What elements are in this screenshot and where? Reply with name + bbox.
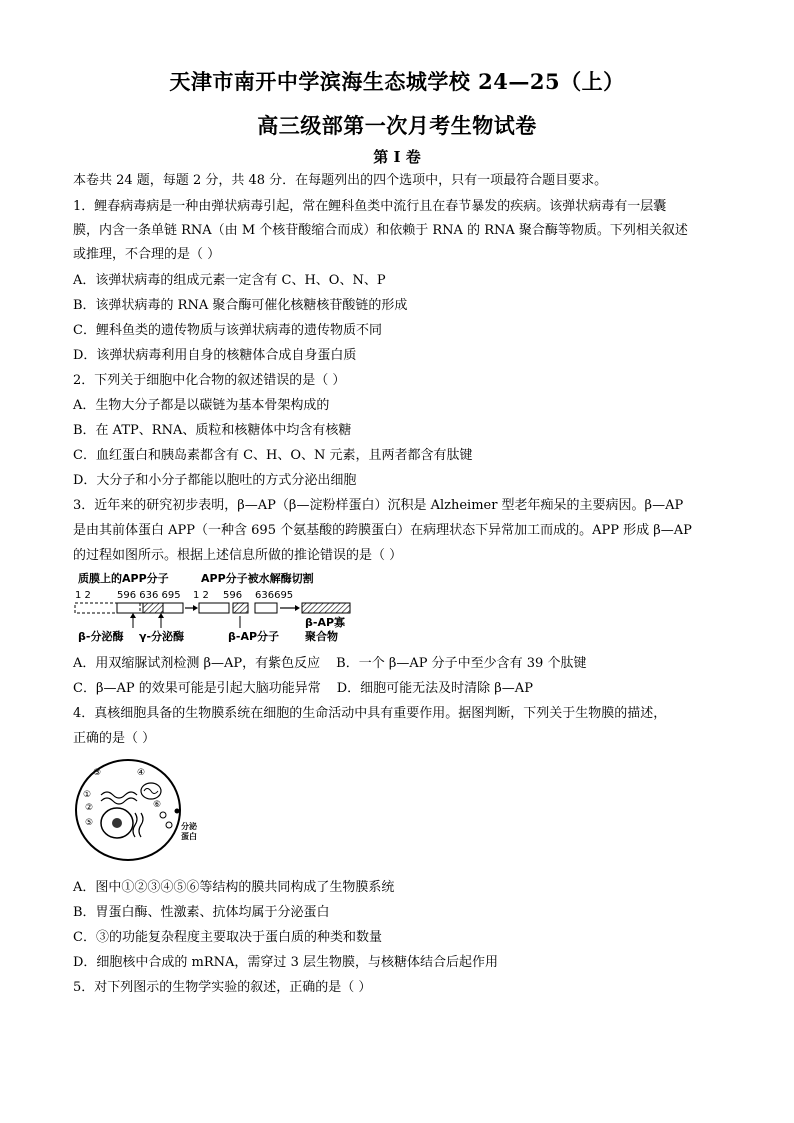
fragment-beta-ap: [233, 603, 248, 613]
aggregate-label-1: β-AP寡: [305, 616, 346, 629]
arrow-up-icon: [158, 613, 164, 618]
app-chain-front: [75, 603, 140, 613]
instructions: 本卷共 24 题，每题 2 分，共 48 分．在每题列出的四个选项中，只有一项最符合题目要求。: [73, 173, 608, 188]
aggregate-label-2: 聚合物: [305, 630, 338, 643]
q1-option-c: C．鲤科鱼类的遗传物质与该弹状病毒的遗传物质不同: [73, 323, 382, 338]
q1-option-d: D．该弹状病毒利用自身的核糖体合成自身蛋白质: [73, 348, 357, 363]
q3-option-d: D．细胞可能无法及时清除 β—AP: [336, 681, 533, 696]
cell-membrane-figure: [73, 755, 213, 865]
marker-5: ⑤: [85, 818, 94, 828]
app-chain-segment: [117, 603, 143, 613]
q1-option-a: A．该弹状病毒的组成元素一定含有 C、H、O、N、P: [73, 273, 386, 288]
marker-3: ③: [93, 768, 102, 778]
q3-options-row-2: [73, 680, 723, 698]
q3-option-a: A．用双缩脲试剂检测 β—AP，有紫色反应: [73, 656, 321, 671]
exam-title: 天津市南开中学滨海生态城学校 24—25（上）: [169, 69, 625, 94]
q2-option-d: D．大分子和小分子都能以胞吐的方式分泌出细胞: [73, 473, 357, 488]
endoplasmic-reticulum: [101, 792, 137, 798]
q4-option-c: C．③的功能复杂程度主要取决于蛋白质的种类和数量: [73, 930, 382, 945]
fragment-3: [255, 603, 277, 613]
q3-stem-line-3: 的过程如图所示。根据上述信息所做的推论错误的是（ ）: [73, 548, 403, 563]
app-cleavage-figure: [73, 570, 373, 650]
q1-stem-line-1: 1．鲤春病毒病是一种由弹状病毒引起，常在鲤科鱼类中流行且在春节暴发的疾病。该弹状病毒有一层囊: [73, 199, 667, 214]
q3-options-row-1: [73, 655, 723, 673]
marker-1: ①: [83, 790, 92, 800]
secreted-protein: [175, 809, 180, 814]
exam-subtitle: 高三级部第一次月考生物试卷: [257, 113, 537, 138]
q4-option-b: B．胃蛋白酶、性激素、抗体均属于分泌蛋白: [73, 905, 330, 920]
vesicle: [160, 812, 166, 818]
section-heading: 第 I 卷: [373, 148, 421, 166]
fig-label-left: 质膜上的APP分子: [78, 572, 169, 585]
q2-stem: 2．下列关于细胞中化合物的叙述错误的是（ ）: [73, 373, 346, 388]
marker-2: ②: [85, 803, 94, 813]
q3-stem-line-1: 3．近年来的研究初步表明，β—AP（β—淀粉样蛋白）沉积是 Alzheimer 型老年痴呆的主要病因。β—AP: [73, 498, 684, 513]
beta-ap-segment: [143, 603, 163, 613]
q2-option-a: A．生物大分子都是以碳链为基本骨架构成的: [73, 398, 330, 413]
marker-6: ⑥: [153, 800, 162, 810]
fig-nums-right: 1 2: [193, 590, 209, 601]
q4-stem-line-1: 4．真核细胞具备的生物膜系统在细胞的生命活动中具有重要作用。据图判断，下列关于生物膜的描述，: [73, 706, 667, 721]
fig-nums-left2: 596 636 695: [117, 590, 181, 601]
aggregate-block: [302, 603, 350, 613]
q5-stem: 5．对下列图示的生物学实验的叙述，正确的是（ ）: [73, 980, 372, 995]
q1-stem-line-3: 或推理，不合理的是（ ）: [73, 247, 221, 262]
fragment-1: [199, 603, 229, 613]
fig-label-mid: APP分子被水解酶切割: [201, 572, 314, 585]
q2-option-b: B．在 ATP、RNA、质粒和核糖体中均含有核糖: [73, 423, 352, 438]
secretion-label-2: 蛋白: [181, 832, 197, 841]
vesicle: [166, 822, 172, 828]
q4-option-d: D．细胞核中合成的 mRNA，需穿过 3 层生物膜，与核糖体结合后起作用: [73, 955, 498, 970]
fig-nums-right3: 636695: [255, 590, 294, 601]
arrow-icon: [295, 605, 300, 611]
enzyme-beta-label: β-分泌酶: [78, 630, 124, 643]
fig-nums-left: 1 2: [75, 590, 91, 601]
q4-option-a: A．图中①②③④⑤⑥等结构的膜共同构成了生物膜系统: [73, 880, 395, 895]
beta-ap-label: β-AP分子: [228, 630, 280, 643]
arrow-icon: [193, 605, 198, 611]
marker-4: ④: [137, 768, 146, 778]
secretion-label-1: 分泌: [181, 822, 197, 831]
app-chain-tail: [163, 603, 183, 613]
q3-stem-line-2: 是由其前体蛋白 APP（一种含 695 个氨基酸的跨膜蛋白）在病理状态下异常加工而成的。APP 形成 β—AP: [73, 523, 692, 538]
q3-option-c: C．β—AP 的效果可能是引起大脑功能异常: [73, 681, 321, 696]
q4-stem-line-2: 正确的是（ ）: [73, 731, 156, 746]
enzyme-gamma-label: γ-分泌酶: [139, 630, 185, 643]
nucleolus: [112, 818, 122, 828]
fig-nums-right2: 596: [223, 590, 243, 601]
arrow-up-icon: [130, 613, 136, 618]
q1-option-b: B．该弹状病毒的 RNA 聚合酶可催化核糖核苷酸链的形成: [73, 298, 408, 313]
q1-stem-line-2: 膜，内含一条单链 RNA（由 M 个核苷酸缩合而成）和依赖于 RNA 的 RNA 聚合酶等物质。下列相关叙述: [73, 223, 688, 238]
q3-option-b: B．一个 β—AP 分子中至少含有 39 个肽键: [336, 656, 587, 671]
q2-option-c: C．血红蛋白和胰岛素都含有 C、H、O、N 元素，且两者都含有肽键: [73, 448, 473, 463]
